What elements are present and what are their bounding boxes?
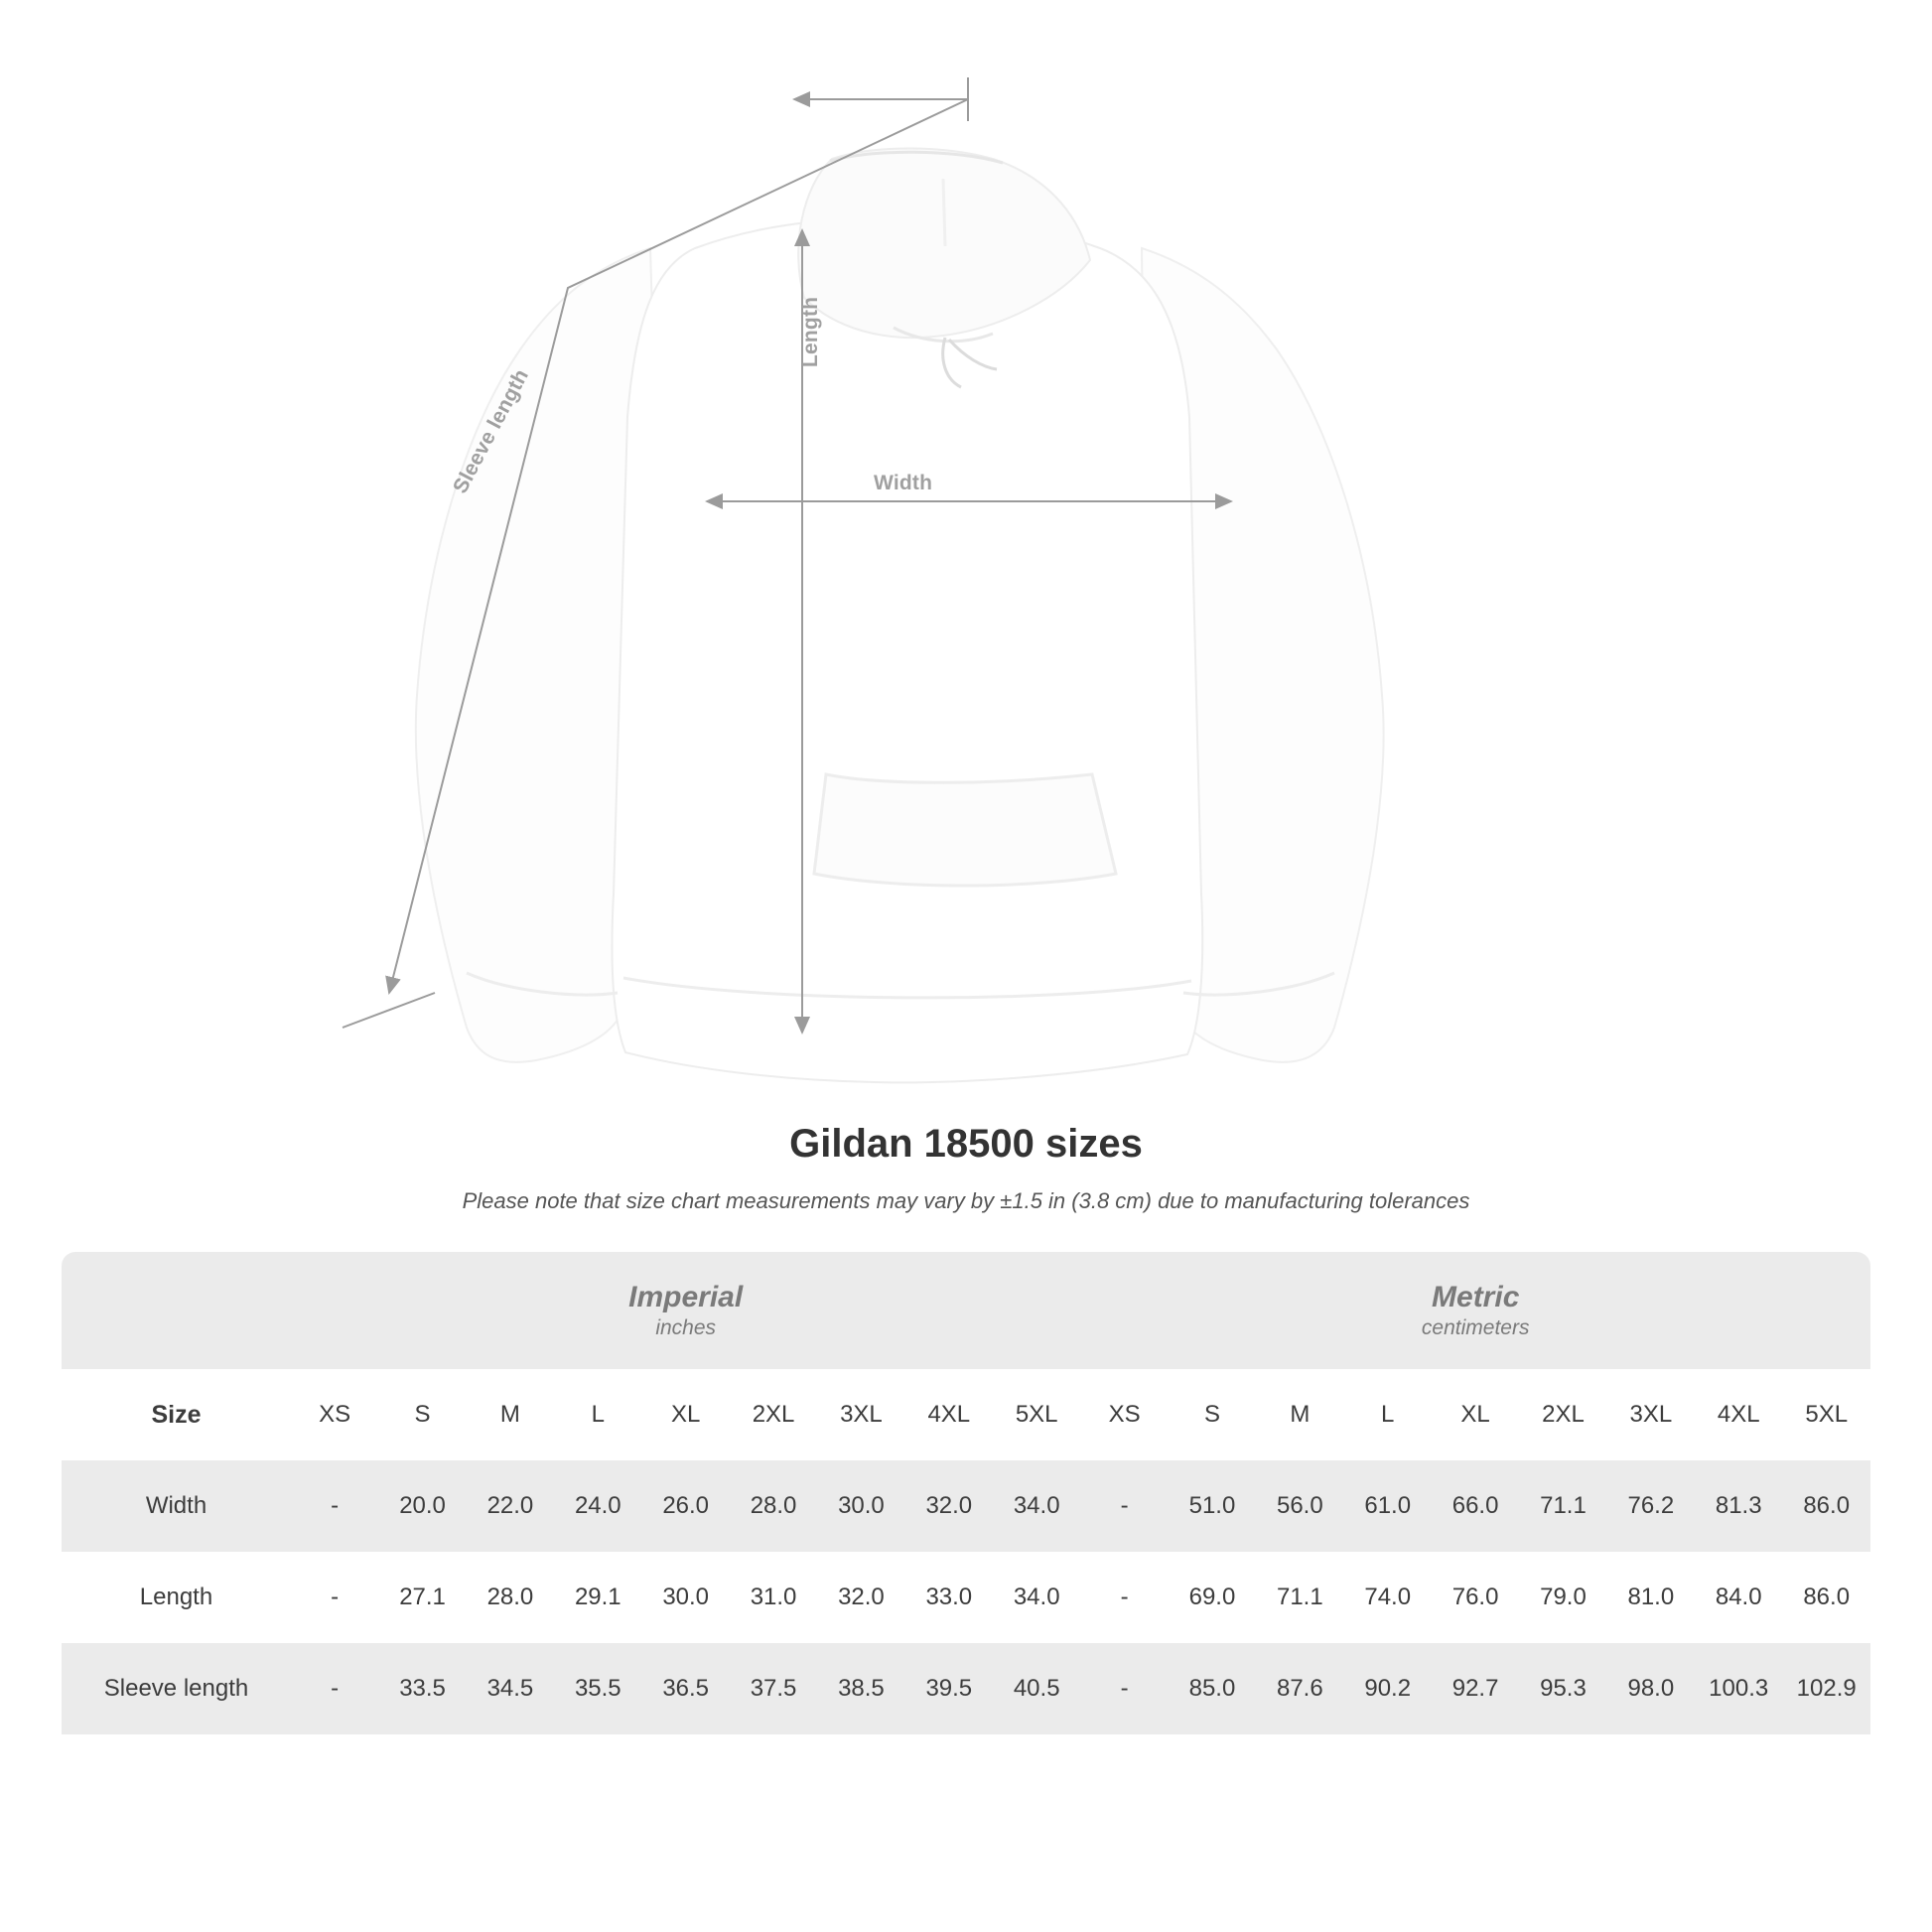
imperial-unit-header (291, 1252, 1080, 1369)
size-chart-table (62, 1252, 1870, 1734)
cell-width-imperial-m: 22.0 (467, 1460, 554, 1552)
units-header-row (62, 1252, 1870, 1369)
cell-sleeve-imperial-m: 34.5 (467, 1643, 554, 1734)
cell-length-imperial-3xl: 32.0 (817, 1552, 904, 1643)
col-header-metric-4xl: 4XL (1695, 1369, 1782, 1460)
col-header-imperial-5xl: 5XL (993, 1369, 1080, 1460)
cell-sleeve-imperial-xl: 36.5 (641, 1643, 729, 1734)
cell-width-imperial-xl: 26.0 (641, 1460, 729, 1552)
cell-length-metric-s: 69.0 (1169, 1552, 1256, 1643)
cell-width-metric-s: 51.0 (1169, 1460, 1256, 1552)
cell-length-metric-m: 71.1 (1256, 1552, 1343, 1643)
cell-width-imperial-s: 20.0 (378, 1460, 466, 1552)
col-header-imperial-4xl: 4XL (905, 1369, 993, 1460)
cell-sleeve-imperial-4xl: 39.5 (905, 1643, 993, 1734)
cell-width-metric-4xl: 81.3 (1695, 1460, 1782, 1552)
cell-length-metric-l: 74.0 (1344, 1552, 1432, 1643)
col-header-imperial-2xl: 2XL (730, 1369, 817, 1460)
cell-sleeve-metric-2xl: 95.3 (1519, 1643, 1606, 1734)
cell-sleeve-imperial-3xl: 38.5 (817, 1643, 904, 1734)
row-label-width: Width (62, 1460, 291, 1552)
col-header-imperial-l: L (554, 1369, 641, 1460)
col-header-metric-xl: XL (1432, 1369, 1519, 1460)
cell-sleeve-metric-xs: - (1080, 1643, 1168, 1734)
metric-unit-name: Metric (1432, 1280, 1520, 1313)
col-header-metric-l: L (1344, 1369, 1432, 1460)
col-header-metric-xs: XS (1080, 1369, 1168, 1460)
cell-length-metric-5xl: 86.0 (1782, 1552, 1870, 1643)
cell-width-metric-xl: 66.0 (1432, 1460, 1519, 1552)
cell-sleeve-imperial-l: 35.5 (554, 1643, 641, 1734)
table-row (62, 1460, 1870, 1552)
cell-sleeve-metric-xl: 92.7 (1432, 1643, 1519, 1734)
cell-sleeve-metric-4xl: 100.3 (1695, 1643, 1782, 1734)
metric-unit-sub: centimeters (1421, 1316, 1530, 1340)
cell-length-imperial-l: 29.1 (554, 1552, 641, 1643)
cell-width-metric-5xl: 86.0 (1782, 1460, 1870, 1552)
cell-sleeve-imperial-xs: - (291, 1643, 378, 1734)
table-row (62, 1643, 1870, 1734)
page-title: Gildan 18500 sizes (789, 1122, 1143, 1166)
cell-sleeve-metric-5xl: 102.9 (1782, 1643, 1870, 1734)
cell-width-metric-2xl: 71.1 (1519, 1460, 1606, 1552)
metric-unit-header (1080, 1252, 1870, 1369)
cell-sleeve-imperial-s: 33.5 (378, 1643, 466, 1734)
sleeve-length-dimension-label: Sleeve length (449, 365, 534, 497)
cell-width-metric-m: 56.0 (1256, 1460, 1343, 1552)
cell-width-imperial-xs: - (291, 1460, 378, 1552)
cell-length-metric-xl: 76.0 (1432, 1552, 1519, 1643)
col-header-metric-5xl: 5XL (1782, 1369, 1870, 1460)
table-row (62, 1552, 1870, 1643)
width-dimension-label: Width (874, 472, 933, 494)
col-header-metric-3xl: 3XL (1607, 1369, 1695, 1460)
col-header-imperial-xl: XL (641, 1369, 729, 1460)
imperial-unit-sub: inches (655, 1316, 717, 1340)
length-dimension-label: Length (799, 296, 822, 367)
col-header-imperial-3xl: 3XL (817, 1369, 904, 1460)
row-label-length: Length (62, 1552, 291, 1643)
cell-width-imperial-2xl: 28.0 (730, 1460, 817, 1552)
cell-length-metric-3xl: 81.0 (1607, 1552, 1695, 1643)
cell-width-metric-3xl: 76.2 (1607, 1460, 1695, 1552)
cell-sleeve-metric-3xl: 98.0 (1607, 1643, 1695, 1734)
cell-length-imperial-m: 28.0 (467, 1552, 554, 1643)
row-label-sleeve-length: Sleeve length (62, 1643, 291, 1734)
hoodie-garment-shape (416, 149, 1384, 1083)
cell-sleeve-metric-m: 87.6 (1256, 1643, 1343, 1734)
cell-width-imperial-4xl: 32.0 (905, 1460, 993, 1552)
cell-width-metric-l: 61.0 (1344, 1460, 1432, 1552)
cell-length-imperial-s: 27.1 (378, 1552, 466, 1643)
cell-width-imperial-5xl: 34.0 (993, 1460, 1080, 1552)
col-header-imperial-m: M (467, 1369, 554, 1460)
imperial-unit-name: Imperial (628, 1280, 744, 1313)
tolerance-note: Please note that size chart measurements may vary by ±1.5 in (3.8 cm) due to manufacturing tolerances (462, 1188, 1470, 1213)
cell-width-imperial-l: 24.0 (554, 1460, 641, 1552)
cell-sleeve-metric-l: 90.2 (1344, 1643, 1432, 1734)
size-header-label: Size (62, 1369, 291, 1460)
cell-sleeve-imperial-2xl: 37.5 (730, 1643, 817, 1734)
col-header-metric-2xl: 2XL (1519, 1369, 1606, 1460)
size-table-wrapper (62, 1252, 1870, 1734)
cell-length-metric-4xl: 84.0 (1695, 1552, 1782, 1643)
cell-width-metric-xs: - (1080, 1460, 1168, 1552)
cell-length-imperial-xs: - (291, 1552, 378, 1643)
cell-sleeve-imperial-5xl: 40.5 (993, 1643, 1080, 1734)
cell-length-imperial-xl: 30.0 (641, 1552, 729, 1643)
cell-length-metric-2xl: 79.0 (1519, 1552, 1606, 1643)
cell-width-imperial-3xl: 30.0 (817, 1460, 904, 1552)
cell-length-imperial-2xl: 31.0 (730, 1552, 817, 1643)
cell-length-imperial-4xl: 33.0 (905, 1552, 993, 1643)
col-header-imperial-xs: XS (291, 1369, 378, 1460)
units-corner-cell (62, 1252, 291, 1369)
cell-length-metric-xs: - (1080, 1552, 1168, 1643)
col-header-imperial-s: S (378, 1369, 466, 1460)
cell-sleeve-metric-s: 85.0 (1169, 1643, 1256, 1734)
size-header-row (62, 1369, 1870, 1460)
cell-length-imperial-5xl: 34.0 (993, 1552, 1080, 1643)
col-header-metric-m: M (1256, 1369, 1343, 1460)
title-block (0, 1122, 1932, 1214)
col-header-metric-s: S (1169, 1369, 1256, 1460)
